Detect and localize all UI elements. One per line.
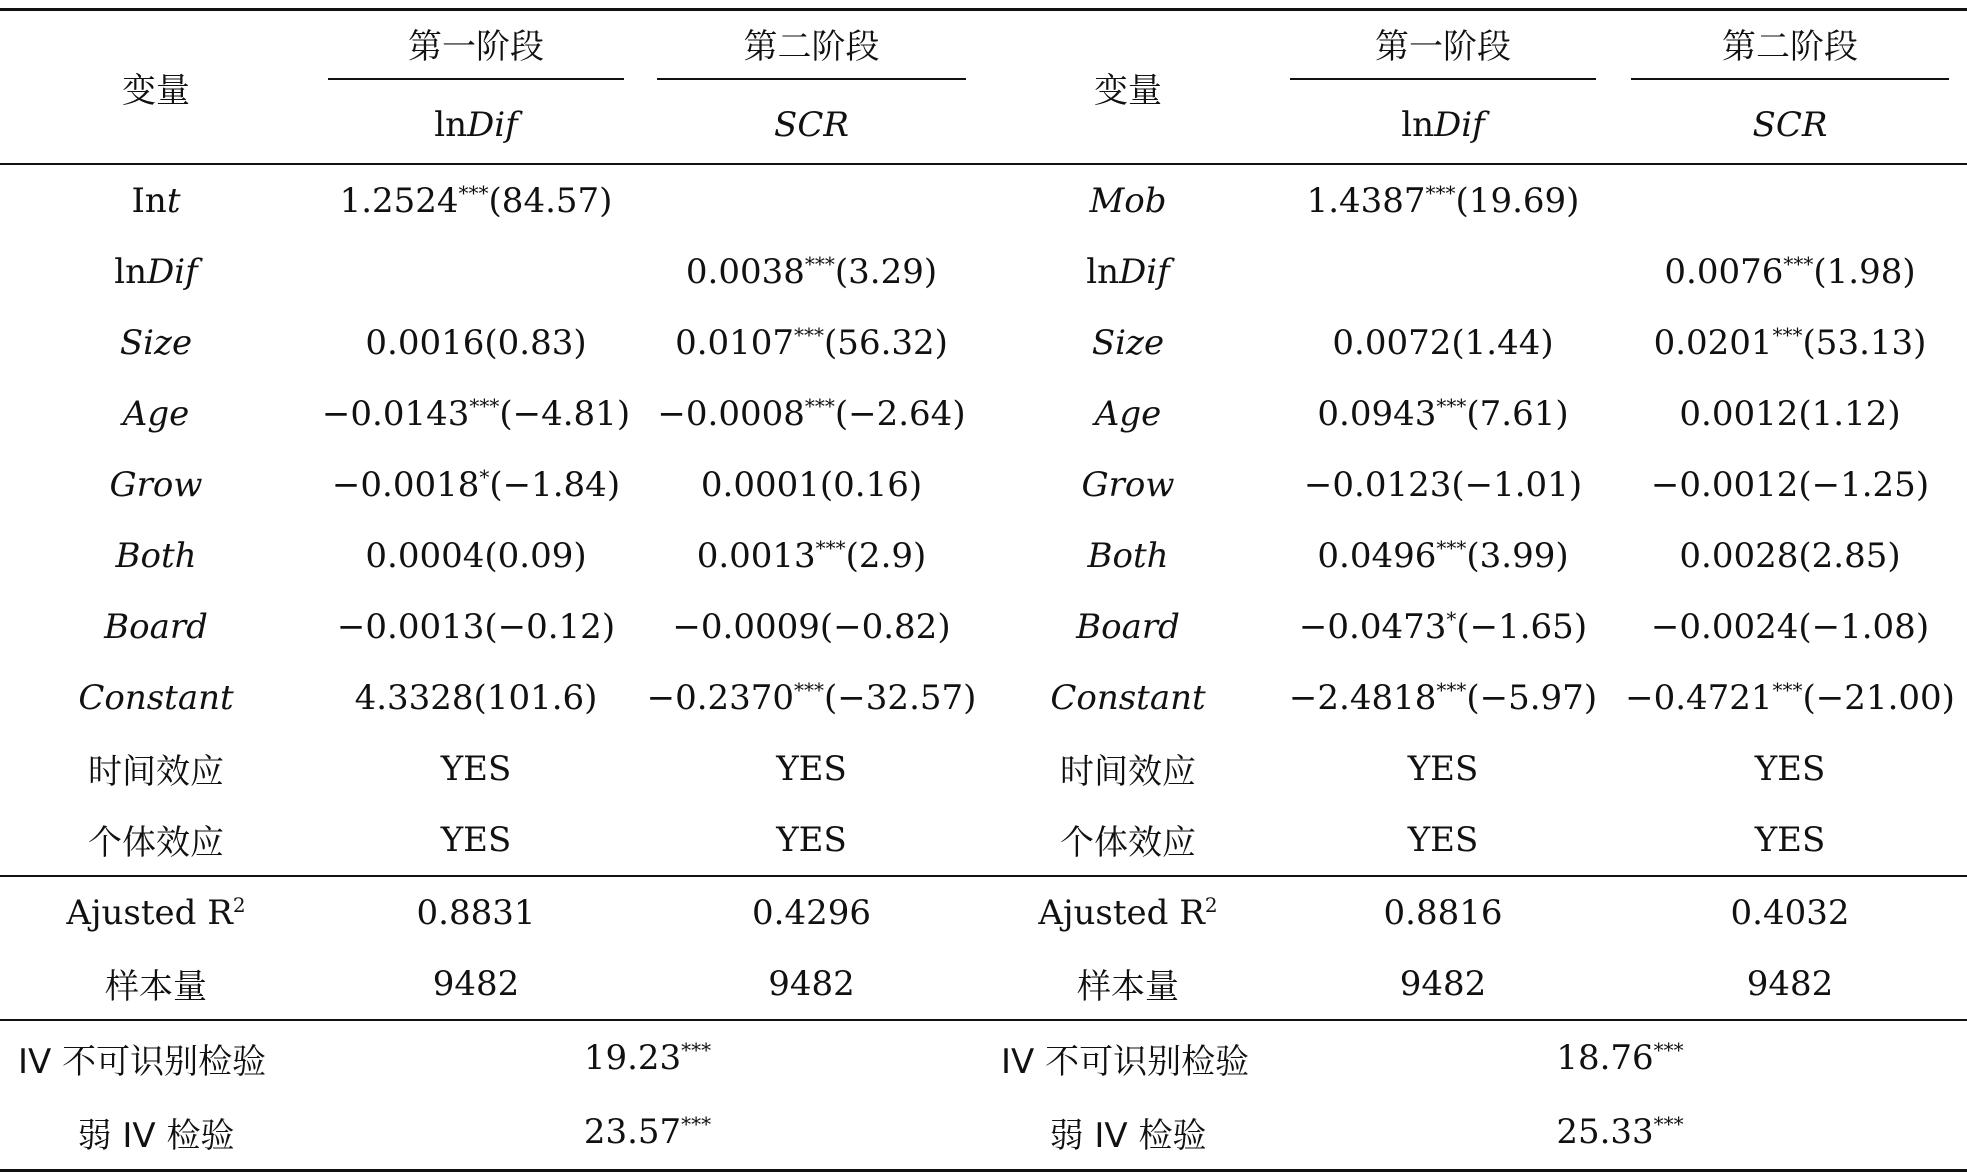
r2-label-right <box>983 876 1273 948</box>
underid-test-row <box>0 1020 1967 1095</box>
var-name-left <box>0 591 312 662</box>
coefficient: −0.0024 <box>1650 606 1799 647</box>
effect-value: YES <box>1407 748 1479 789</box>
n-value: 9482 <box>1746 963 1834 1004</box>
stage2-right-cell <box>1613 662 1967 733</box>
significance-stars: *** <box>804 251 835 276</box>
stage1-right-cell <box>1273 662 1613 733</box>
var-label: Board <box>1076 606 1180 647</box>
test-label-right: 弱 IV 检验 <box>983 1095 1273 1171</box>
var-name-right <box>983 378 1273 449</box>
depvar-lndif: lnDif <box>1401 105 1485 145</box>
test-statistic: 23.57 <box>583 1112 682 1152</box>
var-label: Constant <box>78 677 234 718</box>
effect-value: YES <box>776 819 847 860</box>
coefficient: −0.2370 <box>646 677 795 718</box>
stage1-right-cell <box>1273 164 1613 236</box>
stage1-left-cell <box>312 236 640 307</box>
coefficient: −0.4721 <box>1625 677 1773 718</box>
depvar-stage2-left: SCR <box>774 105 849 145</box>
table-row <box>0 307 1967 378</box>
var-label: Both <box>115 535 197 576</box>
t-statistic: (3.29) <box>834 251 938 292</box>
header-var-right: 变量 <box>983 10 1273 165</box>
coefficient: 0.0038 <box>685 251 805 292</box>
coefficient: 0.0028 <box>1679 535 1799 576</box>
coefficient: 0.0496 <box>1317 535 1437 576</box>
sample-size-row <box>0 948 1967 1020</box>
var-label: Size <box>1091 322 1165 363</box>
coefficient: −0.0473 <box>1298 606 1447 647</box>
var-label: Int <box>131 180 181 221</box>
stage1-left-cell <box>312 307 640 378</box>
coefficient: 1.4387 <box>1306 180 1426 221</box>
header-row-stages <box>0 10 1967 88</box>
coefficient: −0.0008 <box>657 393 805 434</box>
r2-value: 0.4032 <box>1613 876 1967 948</box>
t-statistic: (−0.82) <box>819 606 951 647</box>
t-statistic: (−2.64) <box>834 393 966 434</box>
significance-stars: *** <box>681 1112 712 1136</box>
effect-value: YES <box>440 748 512 789</box>
effect-value: YES <box>1407 819 1479 860</box>
t-statistic: (3.99) <box>1466 535 1569 576</box>
var-name-right <box>983 520 1273 591</box>
t-statistic: (−1.08) <box>1798 606 1930 647</box>
var-name-right <box>983 449 1273 520</box>
var-label: lnDif <box>1086 251 1170 292</box>
weak-iv-test-row <box>0 1095 1967 1171</box>
t-statistic: (56.32) <box>824 322 948 363</box>
effect-label-left: 个体效应 <box>88 823 224 863</box>
stage1-right-label: 第一阶段 <box>1290 19 1596 80</box>
header-var-left: 变量 <box>0 10 312 165</box>
t-statistic: (−1.84) <box>489 464 621 505</box>
r2-label-left <box>0 876 312 948</box>
stage1-left-cell <box>312 164 640 236</box>
t-statistic: (53.13) <box>1802 322 1927 363</box>
var-name-left <box>0 520 312 591</box>
test-value-left <box>312 1095 983 1171</box>
n-value: 9482 <box>768 963 855 1004</box>
stage1-right-cell <box>1273 520 1613 591</box>
test-label-right: IV 不可识别检验 <box>983 1020 1273 1095</box>
table-row <box>0 591 1967 662</box>
table-row <box>0 378 1967 449</box>
n-value: 9482 <box>432 963 520 1004</box>
var-label: Constant <box>1050 677 1206 718</box>
var-label: lnDif <box>114 251 198 292</box>
var-label: Age <box>122 393 190 434</box>
header-stage1-right <box>1273 10 1613 88</box>
stage2-left-cell <box>640 378 983 449</box>
stage2-left-cell <box>640 662 983 733</box>
significance-stars: *** <box>804 393 835 418</box>
n-value: 9482 <box>1399 963 1487 1004</box>
stage2-left-label: 第二阶段 <box>657 19 966 80</box>
t-statistic: (1.98) <box>1813 251 1916 292</box>
coefficient: −0.0013 <box>336 606 485 647</box>
var-name-left <box>0 378 312 449</box>
coefficient: 0.0201 <box>1653 322 1773 363</box>
table-row <box>0 520 1967 591</box>
coefficient: 0.0943 <box>1317 393 1437 434</box>
significance-stars: *** <box>815 535 846 560</box>
var-name-right <box>983 591 1273 662</box>
significance-stars: *** <box>681 1038 712 1062</box>
t-statistic: (−1.65) <box>1456 606 1588 647</box>
r2-label-text: Ajusted R <box>66 892 233 933</box>
header-stage2-right <box>1613 10 1967 88</box>
test-statistic: 19.23 <box>583 1038 682 1078</box>
var-name-right <box>983 662 1273 733</box>
stage1-left-cell <box>312 520 640 591</box>
stage1-left-label: 第一阶段 <box>328 19 623 80</box>
var-name-left <box>0 307 312 378</box>
stage2-left-cell <box>640 236 983 307</box>
coefficient: −0.0012 <box>1650 464 1799 505</box>
stage2-right-cell <box>1613 236 1967 307</box>
significance-stars: *** <box>1653 1112 1684 1136</box>
r2-superscript: 2 <box>232 892 246 917</box>
coefficient: −0.0123 <box>1303 464 1452 505</box>
stage1-left-cell <box>312 449 640 520</box>
r2-label-text: Ajusted R <box>1038 892 1205 933</box>
stage1-right-cell <box>1273 591 1613 662</box>
depvar-stage2-right: SCR <box>1752 105 1828 145</box>
t-statistic: (84.57) <box>488 180 613 221</box>
t-statistic: (−1.01) <box>1451 464 1583 505</box>
coefficient: −2.4818 <box>1288 677 1437 718</box>
coefficient: 0.0004 <box>365 535 485 576</box>
coefficient: −0.0018 <box>331 464 480 505</box>
t-statistic: (7.61) <box>1466 393 1569 434</box>
significance-stars: *** <box>458 180 489 205</box>
stage2-right-cell <box>1613 378 1967 449</box>
t-statistic: (2.85) <box>1798 535 1901 576</box>
table-row <box>0 662 1967 733</box>
t-statistic: (1.12) <box>1798 393 1901 434</box>
stage2-left-cell <box>640 307 983 378</box>
depvar-stage1-left <box>312 87 640 164</box>
significance-stars: * <box>479 464 490 489</box>
coefficient: 0.0012 <box>1679 393 1799 434</box>
t-statistic: (−4.81) <box>499 393 631 434</box>
test-label-left: 弱 IV 检验 <box>0 1095 312 1171</box>
t-statistic: (−32.57) <box>824 677 977 718</box>
coefficient: 0.0016 <box>365 322 485 363</box>
n-label-left: 样本量 <box>105 967 207 1007</box>
test-statistic: 18.76 <box>1556 1038 1654 1078</box>
test-value-right <box>1273 1020 1967 1095</box>
coefficient: 0.0013 <box>696 535 816 576</box>
depvar-stage1-right <box>1273 87 1613 164</box>
var-name-right <box>983 164 1273 236</box>
n-label-right: 样本量 <box>1077 967 1179 1007</box>
significance-stars: *** <box>1436 677 1467 702</box>
table-body <box>0 10 1967 1171</box>
var-label: Grow <box>109 464 203 505</box>
var-name-left <box>0 236 312 307</box>
significance-stars: *** <box>794 677 825 702</box>
regression-table <box>0 8 1967 1172</box>
stage2-right-cell <box>1613 307 1967 378</box>
effect-label-right: 个体效应 <box>1060 823 1196 863</box>
var-label: Size <box>119 322 193 363</box>
significance-stars: * <box>1446 606 1457 631</box>
table-row <box>0 449 1967 520</box>
test-value-right <box>1273 1095 1967 1171</box>
r2-superscript: 2 <box>1204 892 1218 917</box>
coefficient: 0.0076 <box>1664 251 1784 292</box>
stage2-left-cell <box>640 164 983 236</box>
coefficient: 0.0001 <box>700 464 820 505</box>
t-statistic: (2.9) <box>845 535 927 576</box>
t-statistic: (−5.97) <box>1466 677 1598 718</box>
effect-value: YES <box>776 748 847 789</box>
test-statistic: 25.33 <box>1556 1112 1654 1152</box>
r2-value: 0.8816 <box>1273 876 1613 948</box>
coefficient: −0.0143 <box>321 393 470 434</box>
stage1-left-cell <box>312 591 640 662</box>
effect-label-right: 时间效应 <box>1060 752 1196 792</box>
effect-label-left: 时间效应 <box>88 752 224 792</box>
significance-stars: *** <box>1436 393 1467 418</box>
stage2-right-cell <box>1613 449 1967 520</box>
significance-stars: *** <box>1783 251 1814 276</box>
r2-value: 0.8831 <box>312 876 640 948</box>
r2-row <box>0 876 1967 948</box>
coefficient: 0.0107 <box>675 322 795 363</box>
coefficient: 4.3328 <box>354 677 474 718</box>
effect-value: YES <box>440 819 512 860</box>
significance-stars: *** <box>1772 322 1803 347</box>
table-row <box>0 164 1967 236</box>
stage1-right-cell <box>1273 378 1613 449</box>
stage2-right-cell <box>1613 520 1967 591</box>
test-value-left <box>312 1020 983 1095</box>
stage1-right-cell <box>1273 449 1613 520</box>
header-stage1-left <box>312 10 640 88</box>
t-statistic: (0.09) <box>484 535 587 576</box>
t-statistic: (−0.12) <box>484 606 616 647</box>
significance-stars: *** <box>469 393 500 418</box>
var-name-left <box>0 662 312 733</box>
stage1-right-cell <box>1273 307 1613 378</box>
var-label: Both <box>1087 535 1169 576</box>
stage2-left-cell <box>640 520 983 591</box>
var-label: Board <box>104 606 208 647</box>
effect-value: YES <box>1754 819 1826 860</box>
t-statistic: (1.44) <box>1451 322 1554 363</box>
var-name-right <box>983 236 1273 307</box>
var-name-left <box>0 164 312 236</box>
t-statistic: (0.83) <box>484 322 587 363</box>
significance-stars: *** <box>1436 535 1467 560</box>
significance-stars: *** <box>794 322 825 347</box>
var-label: Grow <box>1081 464 1175 505</box>
stage2-left-cell <box>640 449 983 520</box>
stage2-right-cell <box>1613 591 1967 662</box>
effects-row <box>0 733 1967 804</box>
t-statistic: (−21.00) <box>1802 677 1955 718</box>
var-label: Age <box>1094 393 1162 434</box>
significance-stars: *** <box>1653 1038 1684 1062</box>
r2-value: 0.4296 <box>640 876 983 948</box>
t-statistic: (−1.25) <box>1798 464 1930 505</box>
depvar-lndif: lnDif <box>434 105 518 145</box>
coefficient: 1.2524 <box>339 180 459 221</box>
test-label-left: IV 不可识别检验 <box>0 1020 312 1095</box>
stage1-left-cell <box>312 662 640 733</box>
stage2-left-cell <box>640 591 983 662</box>
coefficient: −0.0009 <box>672 606 820 647</box>
t-statistic: (0.16) <box>819 464 923 505</box>
var-name-right <box>983 307 1273 378</box>
t-statistic: (101.6) <box>473 677 598 718</box>
stage2-right-label: 第二阶段 <box>1631 19 1950 80</box>
t-statistic: (19.69) <box>1455 180 1580 221</box>
table-row <box>0 236 1967 307</box>
var-label: Mob <box>1089 180 1167 221</box>
stage1-right-cell <box>1273 236 1613 307</box>
coefficient: 0.0072 <box>1332 322 1452 363</box>
significance-stars: *** <box>1425 180 1456 205</box>
header-stage2-left <box>640 10 983 88</box>
stage2-right-cell <box>1613 164 1967 236</box>
effect-value: YES <box>1754 748 1826 789</box>
stage1-left-cell <box>312 378 640 449</box>
significance-stars: *** <box>1772 677 1803 702</box>
var-name-left <box>0 449 312 520</box>
effects-row <box>0 804 1967 876</box>
